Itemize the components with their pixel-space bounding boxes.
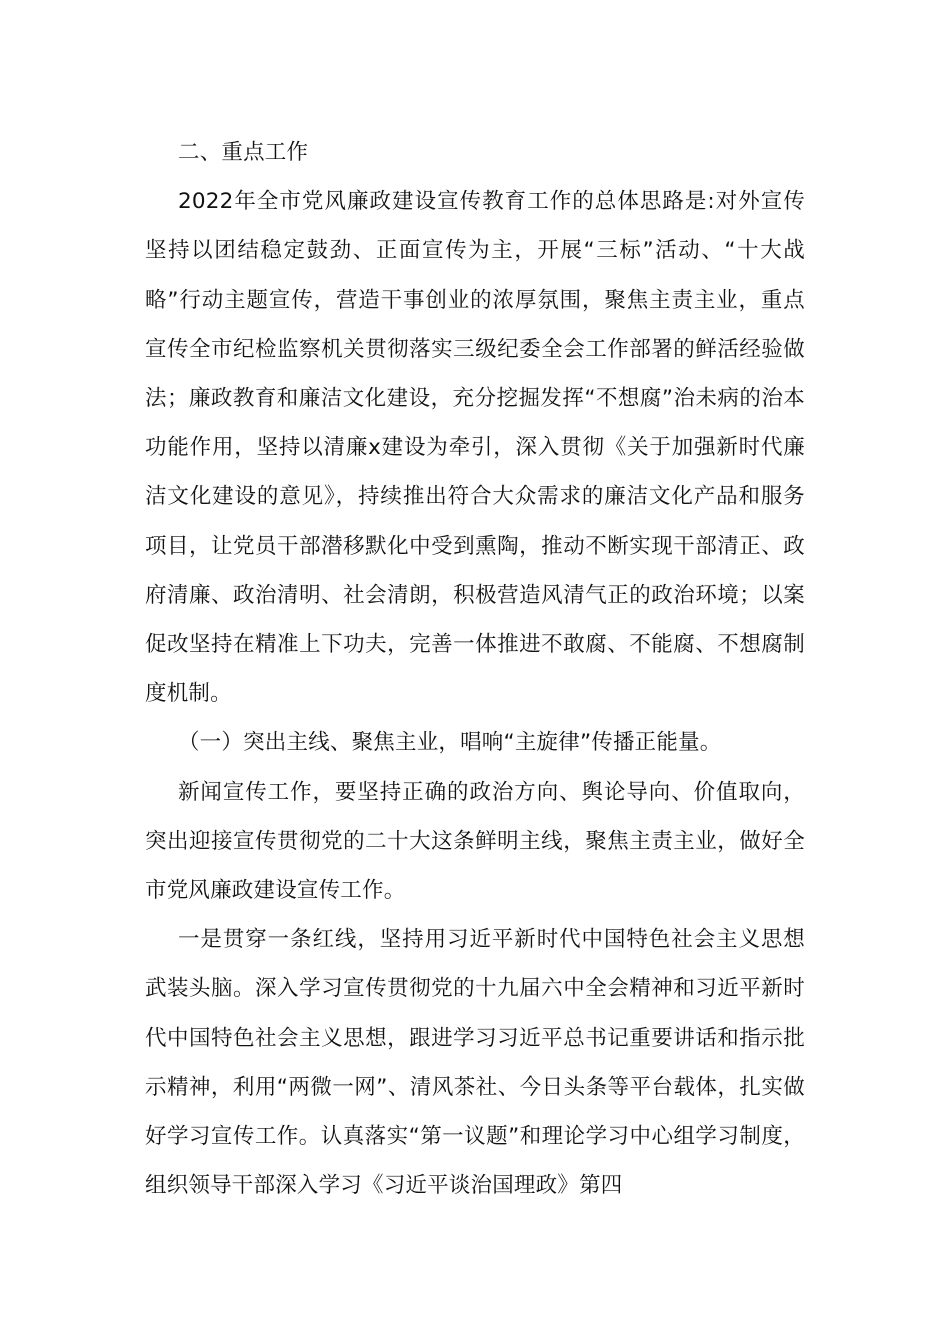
- paragraph-news-publicity: 新闻宣传工作，要坚持正确的政治方向、舆论导向、价值取向，突出迎接宣传贯彻党的二十大这条鲜明主线，聚焦主责主业，做好全市党风廉政建设宣传工作。: [145, 779, 805, 904]
- paragraph-red-line: 一是贯穿一条红线，坚持用习近平新时代中国特色社会主义思想武装头脑。深入学习宣传贯彻党的十九届六中全会精神和习近平新时代中国特色社会主义思想，跟进学习习近平总书记重要讲话和指示批示精神，利用“两微一网”、清风茶社、今日头条等平台载体，扎实做好学习宣传工作。认真落实“第一议题”和理论学习中心组学习制度，组织领导干部深入学习《习近平谈治国理政》第四: [145, 927, 805, 1199]
- document-body: [145, 128, 805, 1210]
- section-heading: 二、重点工作: [178, 140, 309, 165]
- paragraph-overall-approach: 2022年全市党风廉政建设宣传教育工作的总体思路是:对外宣传坚持以团结稳定鼓劲、正面宣传为主，开展“三标”活动、“十大战略”行动主题宣传，营造干事创业的浓厚氛围，聚焦主责主业，重点宣传全市纪检监察机关贯彻落实三级纪委全会工作部署的鲜活经验做法；廉政教育和廉洁文化建设，充分挖掘发挥“不想腐”治未病的治本功能作用，坚持以清廉x建设为牵引，深入贯彻《关于加强新时代廉洁文化建设的意见》，持续推出符合大众需求的廉洁文化产品和服务项目，让党员干部潜移默化中受到熏陶，推动不断实现干部清正、政府清廉、政治清明、社会清朗，积极营造风清气正的政治环境；以案促改坚持在精准上下功夫，完善一体推进不敢腐、不能腐、不想腐制度机制。: [145, 189, 805, 707]
- subsection-heading: （一）突出主线、聚焦主业，唱响“主旋律”传播正能量。: [178, 730, 722, 756]
